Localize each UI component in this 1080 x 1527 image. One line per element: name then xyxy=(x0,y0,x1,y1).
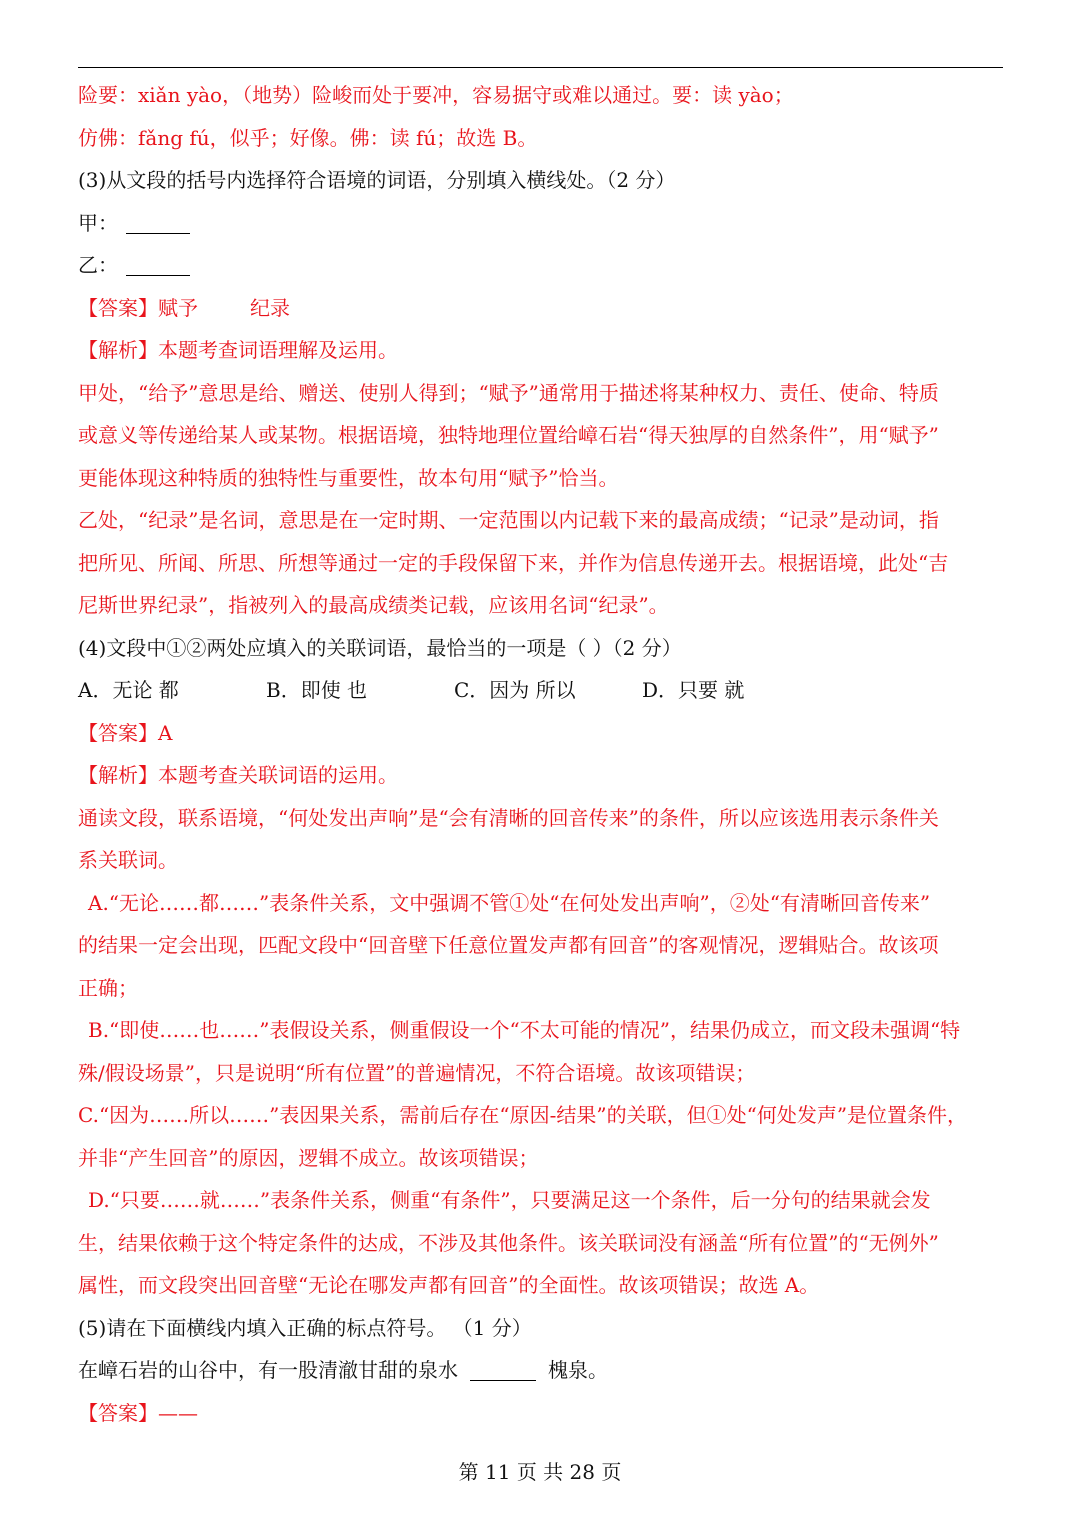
answer-5 xyxy=(78,1392,1006,1435)
sentence-part: 槐泉。 xyxy=(548,1358,608,1382)
analysis-3 xyxy=(78,329,1006,372)
page-footer: 第 11 页 共 28 页 xyxy=(458,1460,622,1484)
text-line: 系关联词。 xyxy=(78,848,178,872)
option-c: C．因为 所以 xyxy=(454,678,576,702)
analysis-4 xyxy=(78,754,1006,797)
blank-yi xyxy=(78,244,1006,287)
answer-4 xyxy=(78,712,1006,755)
question-5-sentence xyxy=(78,1349,1006,1392)
text-line: 乙处，“纪录”是名词，意思是在一定时期、一定范围以内记载下来的最高成绩；“记录”是动词，指 xyxy=(78,508,939,532)
text-line: 仿佛：fǎng fú，似乎；好像。佛：读 fú；故选 B。 xyxy=(78,125,538,150)
options-4 xyxy=(78,669,1006,712)
text-line: C.“因为……所以……”表因果关系，需前后存在“原因-结果”的关联，但①处“何处发声”是位置条件， xyxy=(78,1103,968,1127)
option-a: A．无论 都 xyxy=(78,678,179,702)
text-line: 属性，而文段突出回音壁“无论在哪发声都有回音”的全面性。故该项错误；故选 A。 xyxy=(78,1273,820,1297)
analysis-intro: 本题考查词语理解及运用。 xyxy=(158,338,398,362)
answer-text: 纪录 xyxy=(250,295,290,320)
text-line: 或意义等传递给某人或某物。根据语境，独特地理位置给嶂石岩“得天独厚的自然条件”，用“赋予” xyxy=(78,423,939,447)
header-rule xyxy=(78,67,1003,68)
text-line: D.“只要……就……”表条件关系，侧重“有条件”，只要满足这一个条件，后一分句的结果就会发 xyxy=(88,1188,931,1212)
text-line: 甲处，“给予”意思是给、赠送、使别人得到；“赋予”通常用于描述将某种权力、责任、使命、特质 xyxy=(78,380,939,405)
answer-text: 赋予 xyxy=(158,295,198,320)
blank-label: 乙： xyxy=(78,253,118,277)
document-body xyxy=(78,74,1006,1434)
option-b: B．即使 也 xyxy=(266,678,368,702)
blank-jia xyxy=(78,202,1006,245)
answer-label: 【答案】 xyxy=(78,720,158,745)
answer-3 xyxy=(78,287,1006,330)
text-line: 殊/假设场景”，只是说明“所有位置”的普遍情况，不符合语境。故该项错误； xyxy=(78,1060,756,1085)
question-3: (3)从文段的括号内选择符合语境的词语，分别填入横线处。（2 分） xyxy=(78,168,676,192)
fill-blank xyxy=(126,251,190,276)
sentence-part: 在嶂石岩的山谷中，有一股清澈甘甜的泉水 xyxy=(78,1358,458,1382)
text-line: 生，结果依赖于这个特定条件的达成，不涉及其他条件。该关联词没有涵盖“所有位置”的“无例外” xyxy=(78,1230,939,1255)
text-line: 更能体现这种特质的独特性与重要性，故本句用“赋予”恰当。 xyxy=(78,465,619,490)
fill-blank xyxy=(470,1356,536,1381)
text-line: 把所见、所闻、所思、所想等通过一定的手段保留下来，并作为信息传递开去。根据语境，此处“吉 xyxy=(78,550,949,575)
answer-label: 【答案】 xyxy=(78,295,158,320)
text-line: 正确； xyxy=(78,975,138,1000)
answer-text: A xyxy=(158,720,173,745)
analysis-label: 【解析】 xyxy=(78,338,158,362)
text-line: 并非“产生回音”的原因，逻辑不成立。故该项错误； xyxy=(78,1145,539,1170)
text-line: B.“即使……也……”表假设关系，侧重假设一个“不太可能的情况”，结果仍成立，而文段未强调“特 xyxy=(88,1018,961,1042)
text-line: A.“无论……都……”表条件关系，文中强调不管①处“在何处发出声响”，②处“有清晰回音传来” xyxy=(88,890,931,915)
option-d: D．只要 就 xyxy=(642,678,745,702)
answer-label: 【答案】 xyxy=(78,1400,158,1425)
answer-text: —— xyxy=(158,1400,198,1425)
analysis-label: 【解析】 xyxy=(78,763,158,787)
fill-blank xyxy=(126,209,190,234)
text-line: 的结果一定会出现，匹配文段中“回音壁下任意位置发声都有回音”的客观情况，逻辑贴合。故该项 xyxy=(78,933,939,957)
text-line: 险要：xiǎn yào，（地势）险峻而处于要冲，容易据守或难以通过。要：读 yào； xyxy=(78,83,794,107)
analysis-intro: 本题考查关联词语的运用。 xyxy=(158,763,398,787)
text-line: 通读文段，联系语境，“何处发出声响”是“会有清晰的回音传来”的条件，所以应该选用表示条件关 xyxy=(78,805,939,830)
text-line: 尼斯世界纪录”，指被列入的最高成绩类记载，应该用名词“纪录”。 xyxy=(78,593,669,617)
question-5: (5)请在下面横线内填入正确的标点符号。 （1 分） xyxy=(78,1315,532,1340)
blank-label: 甲： xyxy=(78,210,118,235)
question-4: (4)文段中①②两处应填入的关联词语，最恰当的一项是（ ）（2 分） xyxy=(78,635,682,660)
